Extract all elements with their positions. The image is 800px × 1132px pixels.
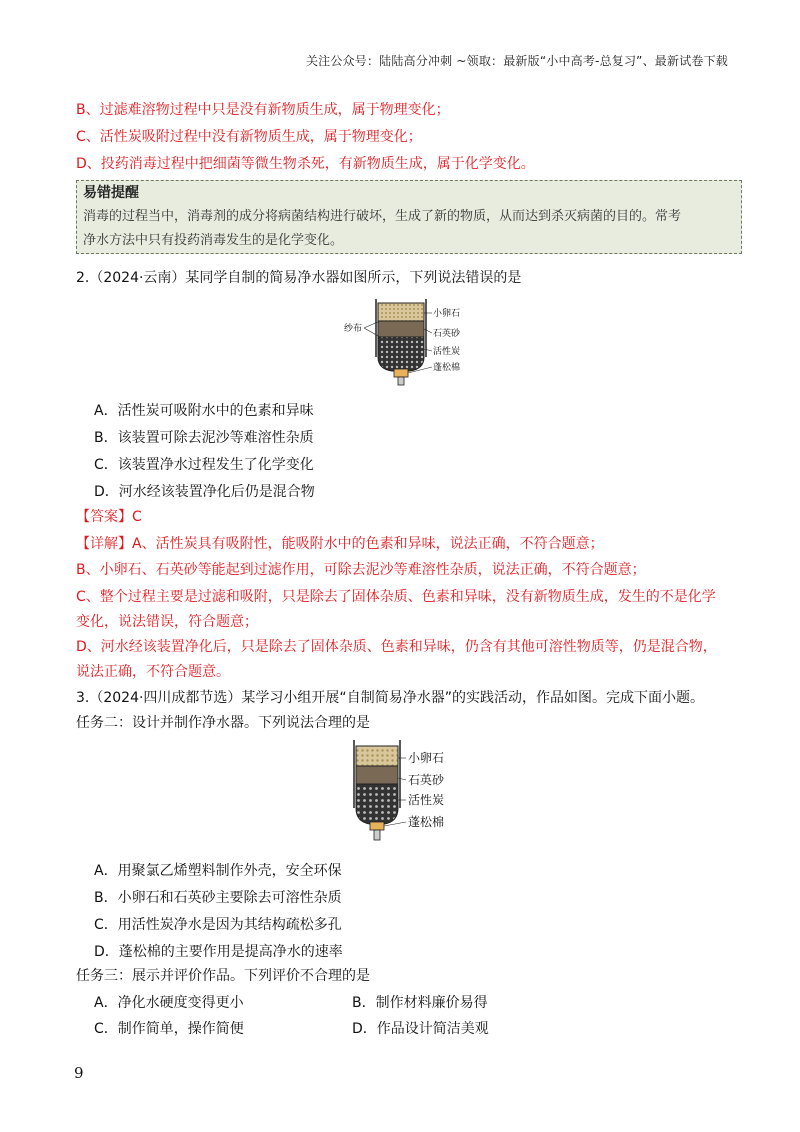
q2-option-d: D．河水经该装置净化后仍是混合物 bbox=[94, 484, 315, 500]
q3-option-b: B．小卵石和石英砂主要除去可溶性杂质 bbox=[94, 890, 342, 906]
q2-fig-side-label: 纱布 bbox=[344, 324, 363, 334]
q3-task2: 任务二：设计并制作净水器。下列说法合理的是 bbox=[76, 715, 370, 731]
q3-fig-label-4: 蓬松棉 bbox=[408, 815, 445, 829]
q2-answer: 【答案】C bbox=[76, 509, 142, 525]
tip-line-1: 消毒的过程当中，消毒剂的成分将病菌结构进行破坏，生成了新的物质，从而达到杀灭病菌的目的。常考 bbox=[83, 209, 682, 224]
q3-stem: 3.（2024·四川成都节选）某学习小组开展“自制简易净水器”的实践活动，作品如图。完成下面小题。 bbox=[76, 690, 704, 706]
q2-detail-c1: C、整个过程主要是过滤和吸附，只是除去了固体杂质、色素和异味，没有新物质生成，发生的不是化学 bbox=[76, 589, 716, 605]
q2-stem: 2.（2024·云南）某同学自制的简易净水器如图所示，下列说法错误的是 bbox=[76, 270, 522, 286]
q2-detail-d2: 说法正确，不符合题意。 bbox=[76, 664, 230, 680]
q2-detail-a-text: A、活性炭具有吸附性，能吸附水中的色素和异味，说法正确，不符合题意； bbox=[132, 536, 604, 552]
q3-fig-label-3: 活性炭 bbox=[408, 793, 445, 807]
q3-option-a: A．用聚氯乙烯塑料制作外壳，安全环保 bbox=[94, 863, 342, 879]
q2-detail-c2: 变化，说法错误，符合题意； bbox=[76, 614, 258, 630]
prev-answer-b: B、过滤难溶物过程中只是没有新物质生成，属于物理变化； bbox=[76, 102, 450, 118]
q3-task3: 任务三：展示并评价作品。下列评价不合理的是 bbox=[76, 968, 370, 984]
q2-fig-label-1: 小卵石 bbox=[433, 309, 461, 319]
q3-water-filter-figure bbox=[350, 738, 470, 842]
page-header: 关注公众号：陆陆高分冲刺 ~领取：最新版“小中高考-总复习”、最新试卷下载 bbox=[305, 54, 728, 68]
q2-detail-a bbox=[76, 534, 604, 554]
q3-fig-label-2: 石英砂 bbox=[408, 773, 445, 787]
q2-option-b: B．该装置可除去泥沙等难溶性杂质 bbox=[94, 430, 314, 446]
q3-task3-option-b: B．制作材料廉价易得 bbox=[352, 995, 488, 1011]
q2-detail-d1: D、河水经该装置净化后，只是除去了固体杂质、色素和异味，仍含有其他可溶性物质等，仍是混合物， bbox=[76, 639, 717, 655]
q3-option-c: C．用活性炭净水是因为其结构疏松多孔 bbox=[94, 917, 342, 933]
q3-task3-option-a: A．净化水硬度变得更小 bbox=[94, 995, 244, 1011]
tip-box bbox=[76, 180, 742, 254]
prev-answer-d: D、投药消毒过程中把细菌等微生物杀死，有新物质生成，属于化学变化。 bbox=[76, 156, 535, 172]
q3-task3-option-c: C．制作简单，操作简便 bbox=[94, 1021, 244, 1037]
q3-option-d: D．蓬松棉的主要作用是提高净水的速率 bbox=[94, 944, 343, 960]
q3-fig-label-1: 小卵石 bbox=[408, 751, 445, 765]
tip-title: 易错提醒 bbox=[83, 185, 139, 201]
q2-detail-prefix: 【详解】 bbox=[76, 536, 132, 552]
q2-water-filter-figure bbox=[340, 295, 470, 387]
q2-option-c: C．该装置净水过程发生了化学变化 bbox=[94, 457, 314, 473]
q2-option-a: A．活性炭可吸附水中的色素和异味 bbox=[94, 403, 314, 419]
q3-task3-option-d: D．作品设计简洁美观 bbox=[352, 1021, 489, 1037]
page-number: 9 bbox=[74, 1064, 84, 1082]
q2-detail-b: B、小卵石、石英砂等能起到过滤作用，可除去泥沙等难溶性杂质，说法正确，不符合题意； bbox=[76, 562, 646, 578]
tip-line-2: 净水方法中只有投药消毒发生的是化学变化。 bbox=[83, 233, 344, 248]
q2-fig-label-2: 石英砂 bbox=[433, 329, 461, 339]
prev-answer-c: C、活性炭吸附过程中没有新物质生成，属于物理变化； bbox=[76, 129, 422, 145]
q2-fig-label-4: 蓬松棉 bbox=[433, 363, 461, 373]
q2-fig-label-3: 活性炭 bbox=[433, 347, 461, 357]
